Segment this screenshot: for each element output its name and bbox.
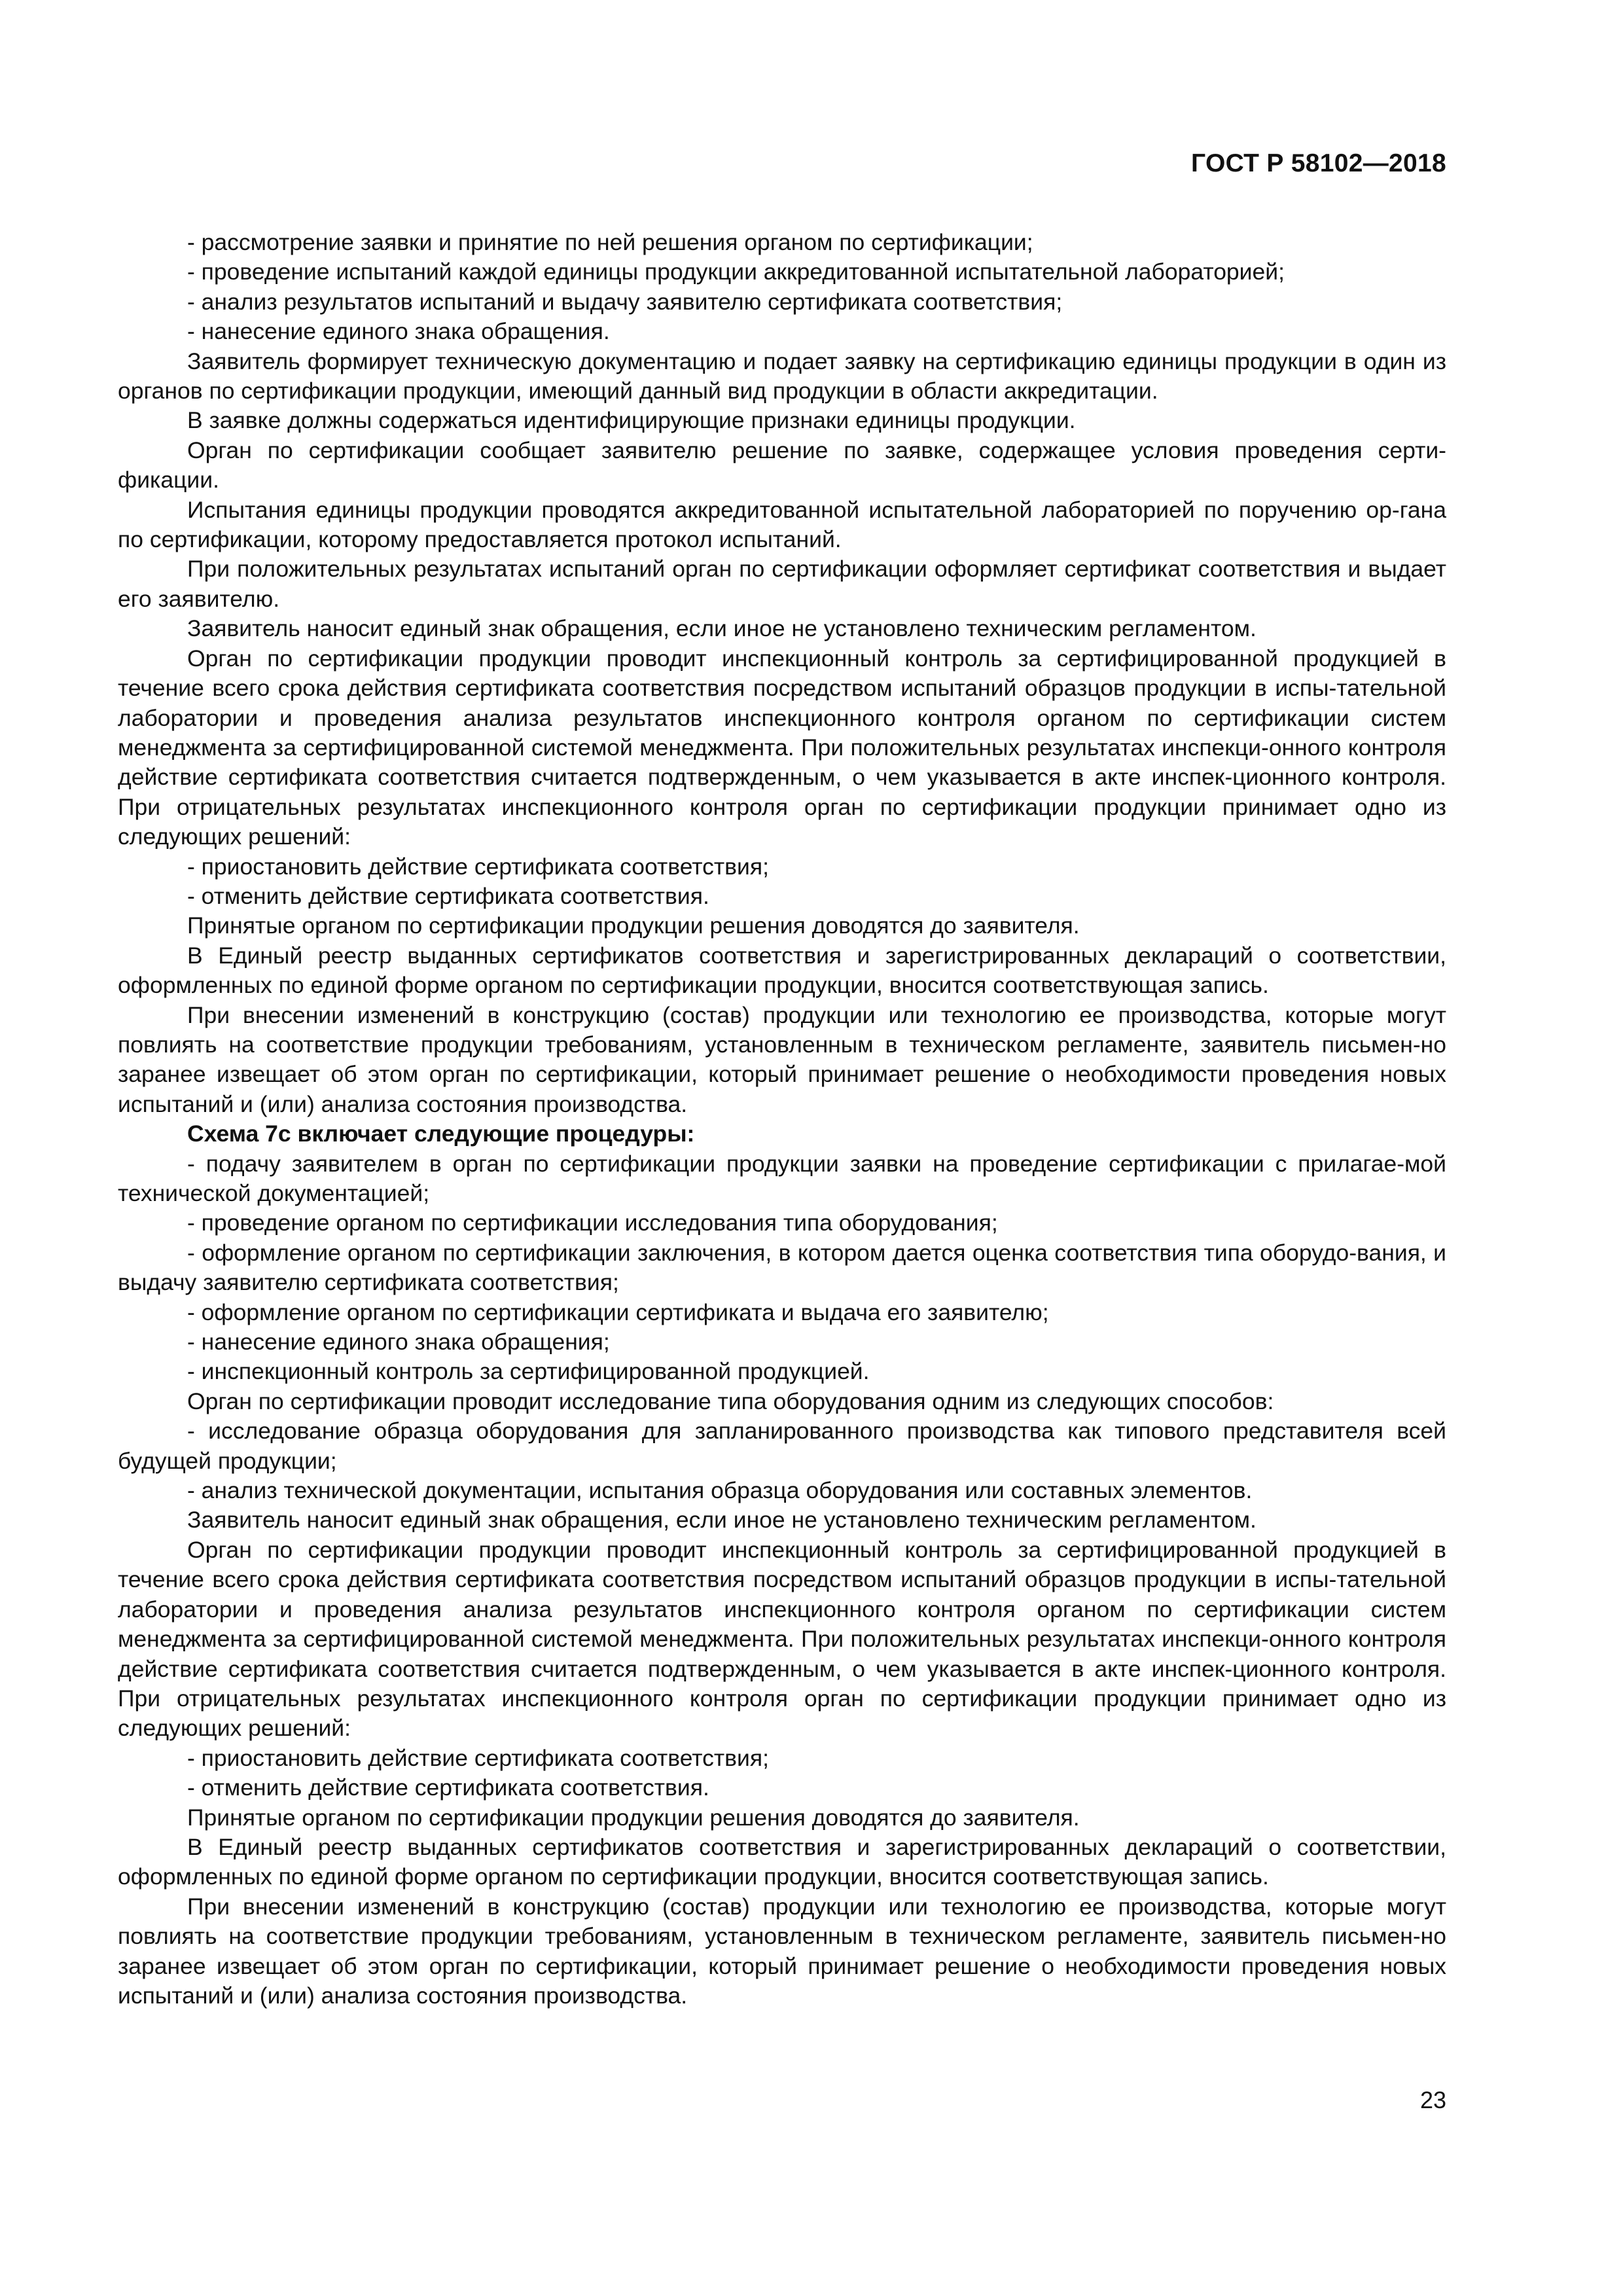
body-paragraph: Орган по сертификации проводит исследование типа оборудования одним из следующих способов: (187, 1388, 1274, 1414)
body-paragraph: Орган по сертификации сообщает заявителю решение по заявке, содержащее условия проведения серти-фикации. (118, 437, 1446, 493)
body-paragraph: В Единый реестр выданных сертификатов соответствия и зарегистрированных деклараций о соответствии, оформленных по единой форме органом по сертификации продукции, вносится соответствующая запись. (118, 1833, 1446, 1890)
body-paragraph: При внесении изменений в конструкцию (состав) продукции или технологию ее производства, которые могут повлиять на соответствие продукции требованиям, установленным в техническом регламенте, заявитель письмен-но заранее извещает об этом орган по сертификации, который принимает решение о необходимости проведения новых испытаний и (или) анализа состояния производства. (118, 1893, 1446, 2009)
body-paragraph: При внесении изменений в конструкцию (состав) продукции или технологию ее производства, которые могут повлиять на соответствие продукции требованиям, установленным в техническом регламенте, заявитель письмен-но заранее извещает об этом орган по сертификации, который принимает решение о необходимости проведения новых испытаний и (или) анализа состояния производства. (118, 1001, 1446, 1117)
section-heading: Схема 7с включает следующие процедуры: (187, 1121, 695, 1147)
body-paragraph: Заявитель наносит единый знак обращения, если иное не установлено техническим регламентом. (187, 615, 1257, 642)
body-paragraph: - оформление органом по сертификации сертификата и выдача его заявителю; (187, 1299, 1049, 1325)
body-paragraph: Орган по сертификации продукции проводит инспекционный контроль за сертифицированной продукцией в течение всего срока действия сертификата соответствия посредством испытаний образцов продукции в испы-тательной лаборатории и проведения анализа результатов инспекционного контроля органом по сертификации систем менеджмента за сертифицированной системой менеджмента. При положительных результатах инспекци-онного контроля действие сертификата соответствия считается подтвержденным, о чем указывается в акте инспек-ционного контроля. При отрицательных результатах инспекционного контроля орган по сертификации продукции принимает одно из следующих решений: (118, 1536, 1446, 1742)
body-paragraph: - рассмотрение заявки и принятие по ней решения органом по сертификации; (187, 229, 1033, 255)
body-paragraph: - приостановить действие сертификата соответствия; (187, 853, 769, 880)
body-paragraph: - инспекционный контроль за сертифицированной продукцией. (187, 1358, 870, 1385)
body-paragraph: Испытания единицы продукции проводятся аккредитованной испытательной лабораторией по поручению ор-гана по сертификации, которому предоставляется протокол испытаний. (118, 496, 1446, 553)
body-paragraph: Орган по сертификации продукции проводит инспекционный контроль за сертифицированной продукцией в течение всего срока действия сертификата соответствия посредством испытаний образцов продукции в испы-тательной лаборатории и проведения анализа результатов инспекционного контроля органом по сертификации систем менеджмента за сертифицированной системой менеджмента. При положительных результатах инспекци-онного контроля действие сертификата соответствия считается подтвержденным, о чем указывается в акте инспек-ционного контроля. При отрицательных результатах инспекционного контроля орган по сертификации продукции принимает одно из следующих решений: (118, 645, 1446, 850)
document-body (118, 228, 1446, 2011)
body-paragraph: - подачу заявителем в орган по сертификации продукции заявки на проведение сертификации с прилагае-мой технической документацией; (118, 1150, 1446, 1206)
body-paragraph: - нанесение единого знака обращения; (187, 1329, 610, 1355)
body-paragraph: Заявитель формирует техническую документацию и подает заявку на сертификацию единицы продукции в один из органов по сертификации продукции, имеющий данный вид продукции в области аккредитации. (118, 348, 1446, 404)
body-paragraph: В Единый реестр выданных сертификатов соответствия и зарегистрированных деклараций о соответствии, оформленных по единой форме органом по сертификации продукции, вносится соответствующая запись. (118, 942, 1446, 999)
body-paragraph: - отменить действие сертификата соответствия. (187, 882, 709, 909)
body-paragraph: - проведение органом по сертификации исследования типа оборудования; (187, 1210, 998, 1236)
body-paragraph: Заявитель наносит единый знак обращения, если иное не установлено техническим регламентом. (187, 1507, 1257, 1534)
body-paragraph: - оформление органом по сертификации заключения, в котором дается оценка соответствия типа оборудо-вания, и выдачу заявителю сертификата соответствия; (118, 1239, 1446, 1296)
body-paragraph: Принятые органом по сертификации продукции решения доводятся до заявителя. (187, 1804, 1080, 1831)
body-paragraph: - анализ технической документации, испытания образца оборудования или составных элементов. (187, 1477, 1253, 1504)
body-paragraph: Принятые органом по сертификации продукции решения доводятся до заявителя. (187, 912, 1080, 939)
body-paragraph: В заявке должны содержаться идентифицирующие признаки единицы продукции. (187, 407, 1076, 434)
page-number: 23 (1419, 2087, 1446, 2113)
body-paragraph: При положительных результатах испытаний орган по сертификации оформляет сертификат соответствия и выдает его заявителю. (118, 556, 1446, 612)
document-id-header: ГОСТ Р 58102—2018 (1191, 149, 1446, 177)
body-paragraph: - анализ результатов испытаний и выдачу заявителю сертификата соответствия; (187, 288, 1063, 315)
body-paragraph: - нанесение единого знака обращения. (187, 318, 610, 345)
body-paragraph: - проведение испытаний каждой единицы продукции аккредитованной испытательной лабораторией; (187, 259, 1285, 285)
body-paragraph: - исследование образца оборудования для запланированного производства как типового представителя всей будущей продукции; (118, 1418, 1446, 1474)
body-paragraph: - приостановить действие сертификата соответствия; (187, 1744, 769, 1771)
body-paragraph: - отменить действие сертификата соответствия. (187, 1774, 709, 1801)
